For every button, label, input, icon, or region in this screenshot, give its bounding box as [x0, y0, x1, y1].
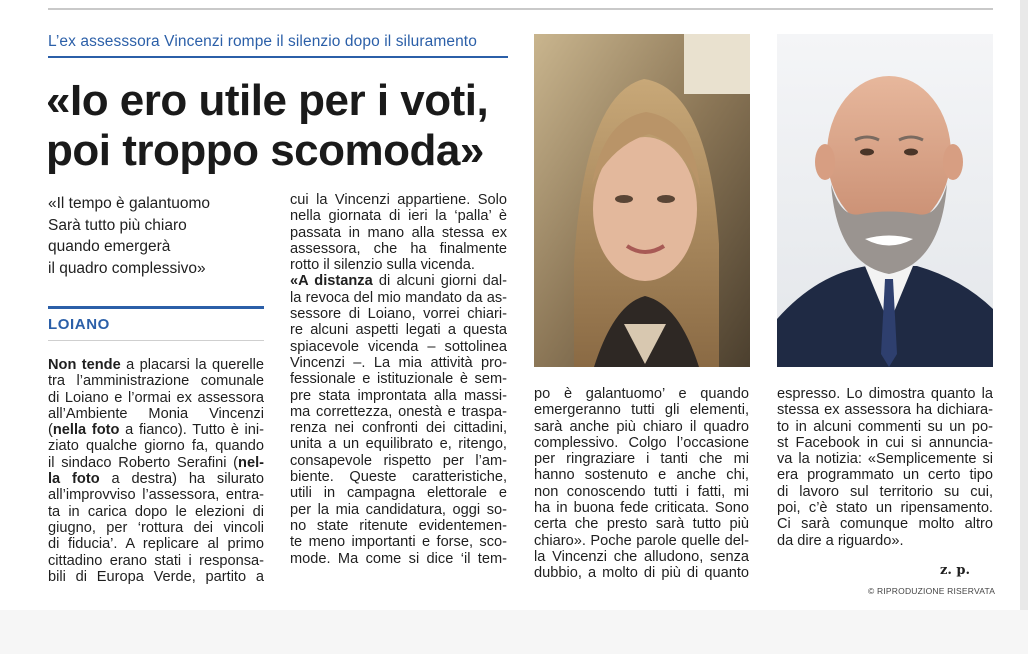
text-line: giugno, per ‘rottura dei vincoli [48, 519, 264, 536]
text-line: stessa ex assessora ha dichiara- [777, 402, 993, 419]
man-portrait-image [777, 34, 993, 367]
text-line: rotto il silenzio sulla vicenda. [290, 257, 475, 274]
text-line: espresso. Lo dimostra quanto la [777, 386, 993, 402]
text-line: consapevole rispetto per l’am- [290, 452, 507, 469]
author-signature: z. p. [940, 563, 971, 578]
text-line: to in alcuni commenti su un po- [777, 418, 993, 435]
text-line: st Facebook in cui si annuncia- [777, 434, 993, 451]
text-line: ta in carica dopo le elezioni di [48, 503, 264, 520]
text-line: mode. Ma come si dice ‘il tem- [290, 550, 507, 567]
text-line: era programmato un certo tipo [777, 467, 993, 484]
text-line: di Loiano e l’ormai ex assessora [48, 389, 264, 406]
text-line: Non tende a placarsi la querelle [48, 357, 264, 373]
text-line: po è galantuomo’ e quando [534, 386, 749, 402]
text-line: (nella foto a fianco). Tutto è ini- [48, 422, 264, 439]
text-line: di lavoro sul territorio su cui, [777, 483, 993, 500]
summary-line: «Il tempo è galantuomo [48, 195, 210, 212]
text-line: certa che presto sarà tutto più [534, 516, 749, 533]
text-column-4 [777, 386, 993, 549]
text-line: per la mia candidatura, oggi so- [290, 501, 507, 518]
text-line: hanno sostenuto e anche chi, [534, 467, 749, 484]
bold-text: «A distanza [290, 273, 373, 290]
text-line: non conoscendo tutti i fatti, mi [534, 483, 749, 500]
text-line: cittadino erano stati i responsa- [48, 552, 264, 569]
text-column-2 [290, 192, 507, 567]
location-label: LOIANO [48, 316, 110, 333]
woman-portrait-image [534, 34, 750, 367]
text-line: cui la Vincenzi appartiene. Solo [290, 192, 507, 208]
summary-line: il quadro complessivo» [48, 259, 206, 277]
text-line: pre stata improntata alla massi- [290, 387, 507, 404]
summary-line: Sarà tutto più chiaro [48, 216, 187, 234]
bold-text: Non tende [48, 357, 121, 373]
text-line: te meno importanti e forse, sco- [290, 534, 507, 551]
photo-monia-vincenzi [534, 34, 750, 367]
article-headline [46, 76, 526, 176]
text-line: il sindaco Roberto Serafini (nel- [48, 454, 264, 471]
summary-line: quando emergerà [48, 238, 171, 255]
text-line: sessore di Loiano, vorrei chiari- [290, 306, 507, 323]
text-line: all’Ambiente Monia Vincenzi [48, 405, 264, 422]
text-line: spiacevole vicenda – sottolinea [290, 338, 507, 355]
text-line: da dire a riguardo». [777, 532, 904, 549]
location-rule [48, 306, 264, 309]
text-line: emergeranno tutti gli elementi, [534, 402, 749, 419]
text-line: re alcuni aspetti legati a questa [290, 322, 507, 339]
text-line: bili di Europa Verde, partito a [48, 568, 264, 585]
text-line: unita a un equilibrato e, ritengo, [290, 436, 507, 453]
text-line: «A distanza di alcuni giorni dal- [290, 273, 507, 290]
photo-roberto-serafini [777, 34, 993, 367]
article-kicker: L’ex assesssora Vincenzi rompe il silenzio dopo il siluramento [48, 33, 508, 58]
text-line: la Vincenzi che alludono, senza [534, 548, 749, 565]
text-line: chiaro». Poche parole quelle del- [534, 532, 749, 549]
top-divider [48, 8, 993, 10]
text-line: nella giornata di ieri la ‘palla’ è [290, 208, 507, 225]
text-line: utili in campagna elettorale e [290, 485, 507, 502]
text-line: tra l’amministrazione comunale [48, 373, 264, 390]
bold-text: la foto [48, 471, 100, 488]
text-line: fessionale e istituzionale è sem- [290, 371, 507, 388]
bold-text: nel- [238, 454, 264, 471]
text-line: dubbio, a molto di più di quanto [534, 565, 749, 582]
text-line: biente. Queste caratteristiche, [290, 469, 507, 486]
text-line: Vincenzi –. La mia attività pro- [290, 354, 507, 371]
text-line: ha in buona fede criticata. Sono [534, 500, 749, 517]
text-line: per ringraziare i tanti che mi [534, 451, 749, 468]
copyright-notice: © RIPRODUZIONE RISERVATA [868, 586, 996, 596]
headline-line: poi troppo scomoda» [46, 126, 484, 175]
text-line: no state ritenute evidentemen- [290, 517, 507, 534]
text-line: sarà anche più chiaro il quadro [534, 418, 749, 435]
text-column-3 [534, 386, 749, 582]
bold-text: nella foto [52, 422, 120, 439]
text-line: renza nei confronti dei cittadini, [290, 420, 507, 437]
text-line: all’improvviso l’assessora, entra- [48, 487, 264, 504]
text-line: ma correttezza, onestà e traspa- [290, 403, 507, 420]
text-line: di fiducia’. A replicare al primo [48, 536, 264, 553]
text-line: la foto a destra) ha silurato [48, 471, 264, 488]
page-bottom-margin [0, 610, 1028, 654]
text-line: Ci sarà comunque molto altro [777, 516, 993, 533]
headline-line: «Io ero utile per i voti, [46, 76, 489, 125]
text-column-1 [48, 357, 264, 585]
article-summary [48, 193, 248, 279]
text-line: assessora, che ha finalmente [290, 240, 507, 257]
text-line: la revoca del mio mandato da as- [290, 289, 507, 306]
text-line: poi, c’è stato un ripensamento. [777, 500, 993, 517]
text-line: passata in mano alla stessa ex [290, 224, 507, 241]
text-line: va la notizia: «Semplicemente si [777, 451, 993, 468]
location-underline [48, 340, 264, 341]
page-edge [1020, 0, 1028, 654]
text-line: ziato qualche giorno fa, quando [48, 438, 264, 455]
text-line: complessivo. Colgo l’occasione [534, 434, 749, 451]
